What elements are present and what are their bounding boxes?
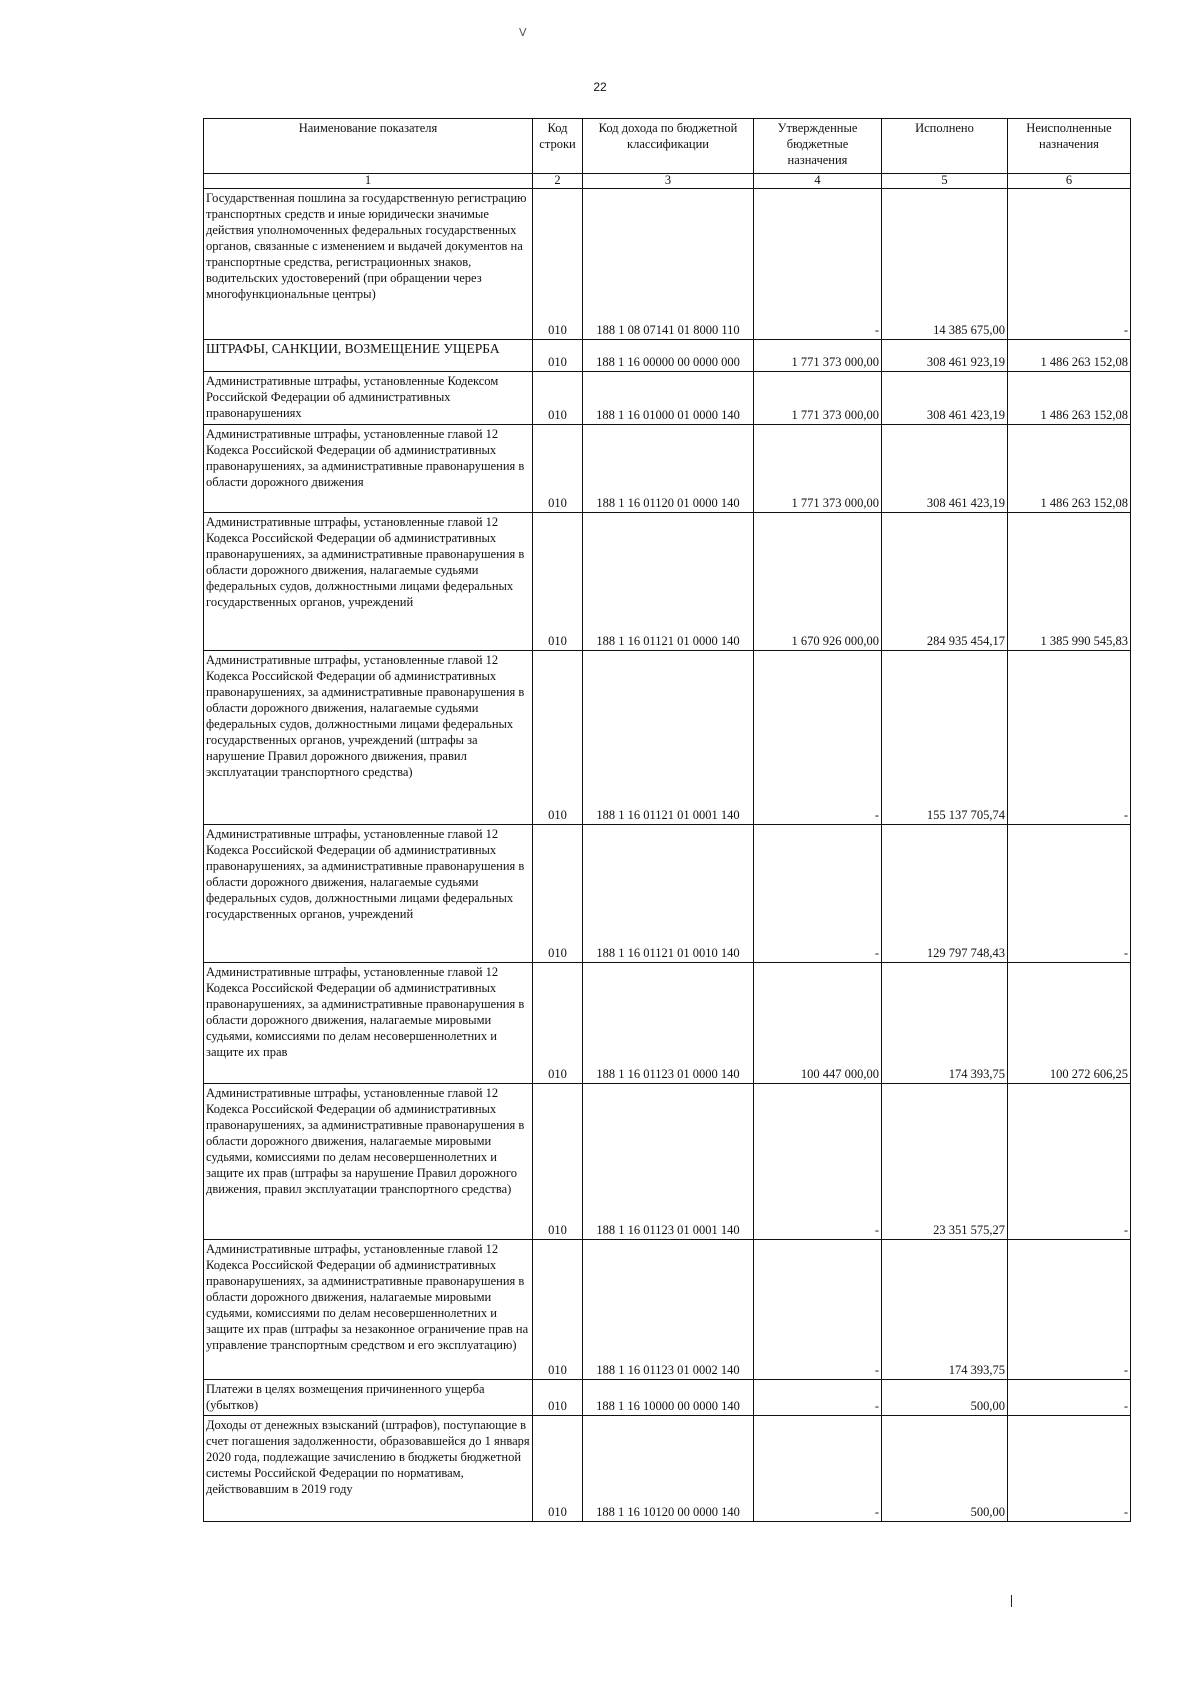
- table-row: [204, 189, 1131, 340]
- line-code: 010: [533, 340, 583, 372]
- income-code: 188 1 16 01121 01 0010 140: [583, 825, 754, 963]
- header-indicator-name: Наименование показателя: [204, 119, 533, 174]
- income-code: 188 1 16 10120 00 0000 140: [583, 1416, 754, 1522]
- income-code: 188 1 16 00000 00 0000 000: [583, 340, 754, 372]
- column-number: 4: [754, 174, 882, 189]
- unexecuted-amount: -: [1008, 1416, 1131, 1522]
- indicator-name: Административные штрафы, установленные главой 12 Кодекса Российской Федерации об административных правонарушениях, за административные правонарушения в области дорожного движения, налагаемые мировыми судьями, комиссиями по делам несовершеннолетних и защите их прав (штрафы за нарушение Правил дорожного движения, правил эксплуатации транспортного средства): [204, 1084, 533, 1240]
- indicator-name: Доходы от денежных взысканий (штрафов), поступающие в счет погашения задолженности, образовавшейся до 1 января 2020 года, подлежащие зачислению в бюджеты бюджетной системы Российской Федерации по нормативам, действовавшим в 2019 году: [204, 1416, 533, 1522]
- unexecuted-amount: -: [1008, 651, 1131, 825]
- approved-amount: -: [754, 825, 882, 963]
- approved-amount: -: [754, 1380, 882, 1416]
- executed-amount: 308 461 923,19: [882, 340, 1008, 372]
- table-row: [204, 1380, 1131, 1416]
- header-income-code: Код дохода по бюджетной классификации: [583, 119, 754, 174]
- income-code: 188 1 16 10000 00 0000 140: [583, 1380, 754, 1416]
- income-code: 188 1 16 01123 01 0000 140: [583, 963, 754, 1084]
- line-code: 010: [533, 513, 583, 651]
- line-code: 010: [533, 372, 583, 425]
- header-row: [204, 119, 1131, 174]
- executed-amount: 174 393,75: [882, 1240, 1008, 1380]
- header-line-code: Код строки: [533, 119, 583, 174]
- line-code: 010: [533, 1416, 583, 1522]
- unexecuted-amount: -: [1008, 1380, 1131, 1416]
- table-row: [204, 1416, 1131, 1522]
- column-number: 2: [533, 174, 583, 189]
- executed-amount: 155 137 705,74: [882, 651, 1008, 825]
- indicator-name: Административные штрафы, установленные главой 12 Кодекса Российской Федерации об административных правонарушениях, за административные правонарушения в области дорожного движения, налагаемые мировыми судьями, комиссиями по делам несовершеннолетних и защите их прав: [204, 963, 533, 1084]
- executed-amount: 308 461 423,19: [882, 372, 1008, 425]
- executed-amount: 23 351 575,27: [882, 1084, 1008, 1240]
- approved-amount: -: [754, 1416, 882, 1522]
- executed-amount: 500,00: [882, 1380, 1008, 1416]
- indicator-name: Административные штрафы, установленные главой 12 Кодекса Российской Федерации об административных правонарушениях, за административные правонарушения в области дорожного движения, налагаемые судьями федеральных судов, должностными лицами федеральных государственных органов, учреждений: [204, 825, 533, 963]
- unexecuted-amount: -: [1008, 825, 1131, 963]
- indicator-name: ШТРАФЫ, САНКЦИИ, ВОЗМЕЩЕНИЕ УЩЕРБА: [204, 340, 533, 372]
- income-code: 188 1 16 01123 01 0001 140: [583, 1084, 754, 1240]
- unexecuted-amount: 1 486 263 152,08: [1008, 340, 1131, 372]
- indicator-name: Административные штрафы, установленные главой 12 Кодекса Российской Федерации об административных правонарушениях, за административные правонарушения в области дорожного движения, налагаемые мировыми судьями, комиссиями по делам несовершеннолетних и защите их прав (штрафы за незаконное ограничение прав на управление транспортным средством и его эксплуатацию): [204, 1240, 533, 1380]
- income-code: 188 1 16 01123 01 0002 140: [583, 1240, 754, 1380]
- line-code: 010: [533, 189, 583, 340]
- unexecuted-amount: 1 486 263 152,08: [1008, 425, 1131, 513]
- approved-amount: -: [754, 1084, 882, 1240]
- unexecuted-amount: -: [1008, 1084, 1131, 1240]
- executed-amount: 284 935 454,17: [882, 513, 1008, 651]
- approved-amount: 1 771 373 000,00: [754, 340, 882, 372]
- unexecuted-amount: -: [1008, 189, 1131, 340]
- line-code: 010: [533, 963, 583, 1084]
- indicator-name: Административные штрафы, установленные Кодексом Российской Федерации об административных правонарушениях: [204, 372, 533, 425]
- executed-amount: 308 461 423,19: [882, 425, 1008, 513]
- income-code: 188 1 16 01000 01 0000 140: [583, 372, 754, 425]
- header-unexecuted: Неисполненные назначения: [1008, 119, 1131, 174]
- income-code: 188 1 16 01121 01 0001 140: [583, 651, 754, 825]
- income-code: 188 1 08 07141 01 8000 110: [583, 189, 754, 340]
- table-row: [204, 825, 1131, 963]
- page-number: 22: [593, 80, 607, 94]
- approved-amount: 1 771 373 000,00: [754, 372, 882, 425]
- column-number: 1: [204, 174, 533, 189]
- column-number: 3: [583, 174, 754, 189]
- unexecuted-amount: 1 486 263 152,08: [1008, 372, 1131, 425]
- line-code: 010: [533, 651, 583, 825]
- budget-execution-table: [203, 118, 1131, 1522]
- approved-amount: 1 670 926 000,00: [754, 513, 882, 651]
- table-row: [204, 651, 1131, 825]
- unexecuted-amount: -: [1008, 1240, 1131, 1380]
- indicator-name: Административные штрафы, установленные главой 12 Кодекса Российской Федерации об административных правонарушениях, за административные правонарушения в области дорожного движения, налагаемые судьями федеральных судов, должностными лицами федеральных государственных органов, учреждений (штрафы за нарушение Правил дорожного движения, правил эксплуатации транспортного средства): [204, 651, 533, 825]
- approved-amount: -: [754, 1240, 882, 1380]
- table-row: [204, 513, 1131, 651]
- income-code: 188 1 16 01121 01 0000 140: [583, 513, 754, 651]
- table-row: [204, 340, 1131, 372]
- executed-amount: 500,00: [882, 1416, 1008, 1522]
- table-row: [204, 372, 1131, 425]
- line-code: 010: [533, 425, 583, 513]
- unexecuted-amount: 1 385 990 545,83: [1008, 513, 1131, 651]
- approved-amount: 1 771 373 000,00: [754, 425, 882, 513]
- line-code: 010: [533, 1380, 583, 1416]
- column-number: 6: [1008, 174, 1131, 189]
- scan-mark: [1011, 1595, 1012, 1607]
- table-row: [204, 963, 1131, 1084]
- income-code: 188 1 16 01120 01 0000 140: [583, 425, 754, 513]
- column-number: 5: [882, 174, 1008, 189]
- approved-amount: -: [754, 189, 882, 340]
- executed-amount: 14 385 675,00: [882, 189, 1008, 340]
- approved-amount: -: [754, 651, 882, 825]
- line-code: 010: [533, 1240, 583, 1380]
- line-code: 010: [533, 1084, 583, 1240]
- unexecuted-amount: 100 272 606,25: [1008, 963, 1131, 1084]
- indicator-name: Государственная пошлина за государственную регистрацию транспортных средств и иные юридически значимые действия уполномоченных федеральных государственных органов, связанные с изменением и выдачей документов на транспортные средства, регистрационных знаков, водительских удостоверений (при обращении через многофункциональные центры): [204, 189, 533, 340]
- table-row: [204, 1240, 1131, 1380]
- line-code: 010: [533, 825, 583, 963]
- scan-mark: ⴸ: [519, 27, 527, 39]
- indicator-name: Административные штрафы, установленные главой 12 Кодекса Российской Федерации об административных правонарушениях, за административные правонарушения в области дорожного движения: [204, 425, 533, 513]
- column-number-row: [204, 174, 1131, 189]
- approved-amount: 100 447 000,00: [754, 963, 882, 1084]
- table-row: [204, 425, 1131, 513]
- header-approved: Утвержденные бюджетные назначения: [754, 119, 882, 174]
- executed-amount: 174 393,75: [882, 963, 1008, 1084]
- indicator-name: Платежи в целях возмещения причиненного ущерба (убытков): [204, 1380, 533, 1416]
- executed-amount: 129 797 748,43: [882, 825, 1008, 963]
- indicator-name: Административные штрафы, установленные главой 12 Кодекса Российской Федерации об административных правонарушениях, за административные правонарушения в области дорожного движения, налагаемые судьями федеральных судов, должностными лицами федеральных государственных органов, учреждений: [204, 513, 533, 651]
- header-executed: Исполнено: [882, 119, 1008, 174]
- table-row: [204, 1084, 1131, 1240]
